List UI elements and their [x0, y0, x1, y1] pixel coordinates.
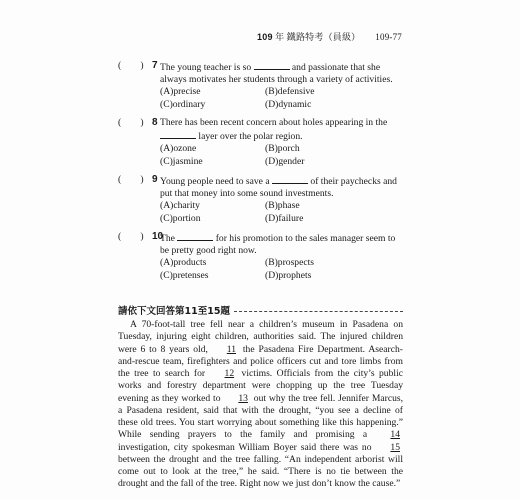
question-8 — [118, 117, 403, 168]
question-number: 10 — [152, 231, 164, 242]
option-a: (A)ozone — [160, 143, 197, 155]
option-d: (D)gender — [265, 155, 305, 167]
passage-paragraph: A 70-foot-tall tree fell near a children’s museum in Pasadena on Tuesday, injuring eight children, authorities said. The injured children were 6 to 8 years old, 11 the Pasadena Fire Department. Asearch-and-rescue team, firefighters and police officers cut and tore limbs from the tree to search for 12 victims. Officials from the city’s public works and forestry department were chopping up the tree Tuesday evening as they worked to 13 out why the tree fell. Jennifer Marcus, a Pasadena resident, said that with the drought, “you see a decline of these old trees. You start worrying about something like this happening.” While sending prayers to the family and promising a 14 investigation, city spokesman William Boyer said there was no 15 between the drought and the tree falling. “An independent arborist will come out to look at the tree,” he said. “There is no tie between the drought and the fall of the tree. Right now we just don’t know the cause.” — [118, 319, 404, 490]
answer-blank — [160, 129, 196, 139]
options — [160, 143, 403, 167]
passage-blank-14: 14 — [390, 429, 400, 441]
passage-blank-12: 12 — [224, 368, 235, 379]
section-title: 請依下文回答第11至15題 — [118, 306, 230, 317]
options — [160, 200, 403, 224]
header-exam-name: 鐵路特考（員級） — [286, 32, 361, 42]
option-a: (A)charity — [160, 200, 200, 212]
dashed-divider — [234, 311, 403, 312]
passage-blank-11: 11 — [226, 343, 237, 355]
passage-blank-13: 13 — [238, 392, 248, 404]
option-b: (B)porch — [265, 143, 300, 155]
option-c: (C)jasmine — [160, 155, 203, 167]
option-c: (C)portion — [160, 212, 201, 224]
answer-blank — [254, 60, 290, 70]
question-number: 7 — [152, 60, 158, 71]
question-stem: Young people need to save a of their paychecks and put that money into some sound investments. — [160, 176, 397, 200]
page-header — [0, 30, 402, 43]
reading-passage — [118, 319, 403, 491]
header-page-number: 109-77 — [375, 32, 402, 42]
question-number: 9 — [152, 174, 158, 185]
answer-blank — [272, 174, 308, 184]
section-heading — [118, 303, 403, 317]
option-b: (B)phase — [265, 200, 300, 212]
option-c: (C)pretenses — [160, 269, 209, 281]
option-c: (C)ordinary — [160, 98, 206, 110]
question-stem: The young teacher is so and passionate that she always motivates her students through a variety of activities. — [160, 62, 393, 86]
passage-blank-15: 15 — [390, 441, 400, 453]
header-year: 109 — [257, 32, 273, 42]
answer-paren: ( ) — [118, 174, 144, 185]
option-a: (A)precise — [160, 86, 201, 98]
options — [160, 257, 403, 281]
question-10 — [118, 231, 403, 282]
option-d: (D)dynamic — [265, 98, 312, 110]
question-9 — [118, 174, 403, 225]
option-d: (D)prophets — [265, 269, 312, 281]
question-stem: The for his promotion to the sales manager seem to be pretty good right now. — [160, 233, 396, 257]
header-year-suffix: 年 — [275, 32, 285, 42]
question-number: 8 — [152, 117, 158, 128]
options — [160, 86, 403, 110]
question-7 — [118, 60, 403, 111]
option-a: (A)products — [160, 257, 207, 269]
answer-paren: ( ) — [118, 231, 144, 242]
option-d: (D)failure — [265, 212, 304, 224]
option-b: (B)prospects — [265, 257, 315, 269]
answer-paren: ( ) — [118, 117, 144, 128]
answer-paren: ( ) — [118, 60, 144, 71]
question-stem: There has been recent concern about holes appearing in the layer over the polar region. — [160, 117, 388, 143]
answer-blank — [177, 231, 213, 241]
option-b: (B)defensive — [265, 86, 315, 98]
